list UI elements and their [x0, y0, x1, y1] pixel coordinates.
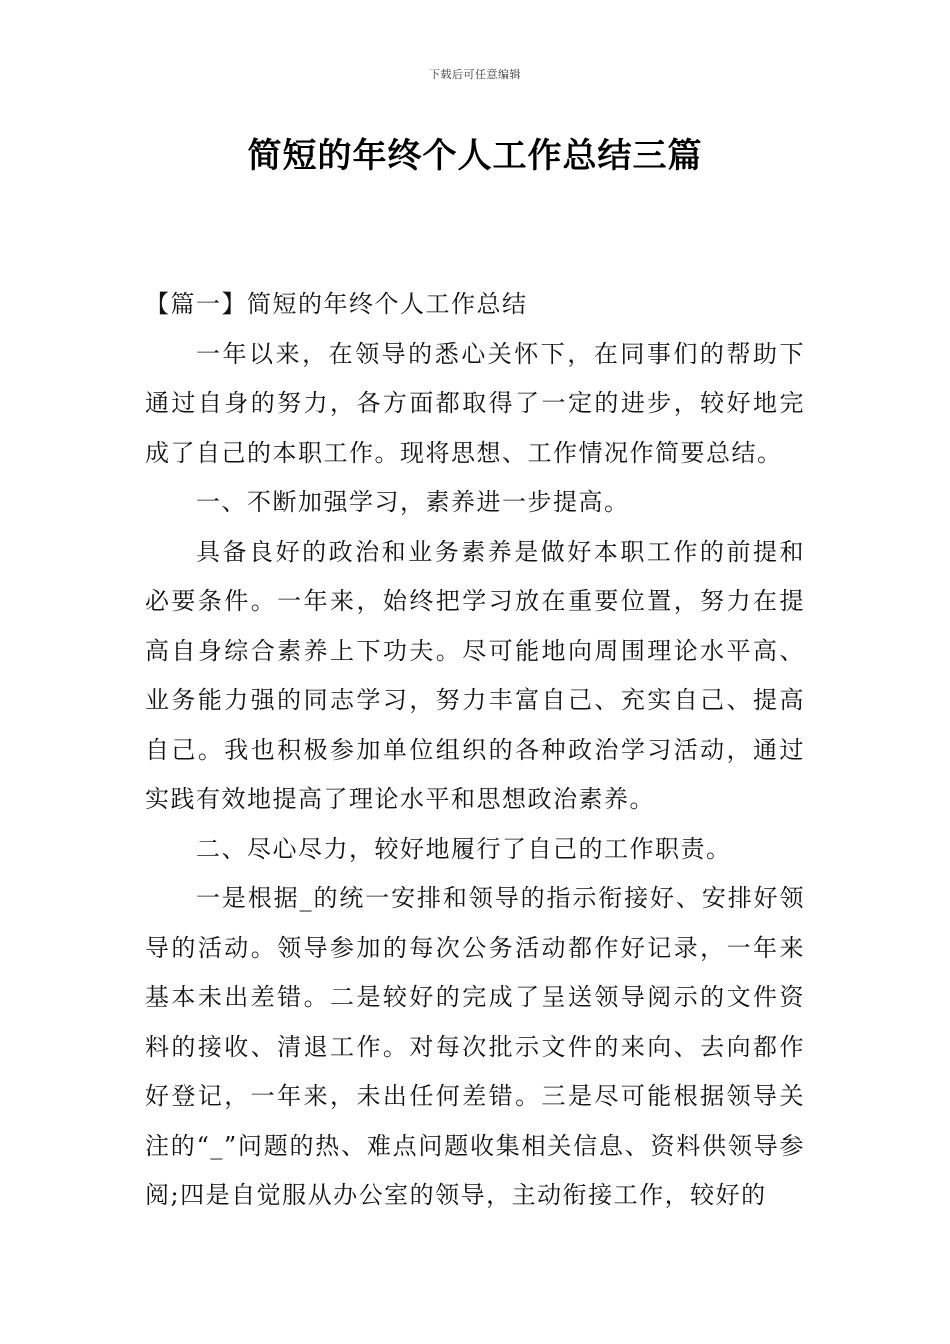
header-note: 下载后可任意编辑 [429, 68, 521, 81]
paragraph-study: 具备良好的政治和业务素养是做好本职工作的前提和必要条件。一年来，始终把学习放在重要位置，努力在提高自身综合素养上下功夫。尽可能地向周围理论水平高、业务能力强的同志学习，努力丰富自己、充实自己、提高自己。我也积极参加单位组织的各种政治学习活动，通过实践有效地提高了理论水平和思想政治素养。 [145, 537, 805, 813]
section-heading: 【篇一】简短的年终个人工作总结 [145, 290, 528, 318]
subheading-study: 一、不断加强学习，素养进一步提高。 [196, 488, 630, 516]
subheading-duties: 二、尽心尽力，较好地履行了自己的工作职责。 [196, 834, 732, 863]
document-title: 简短的年终个人工作总结三篇 [247, 136, 703, 176]
paragraph-duties: 一是根据_的统一安排和领导的指示衔接好、安排好领导的活动。领导参加的每次公务活动都作好记录，一年来基本未出差错。二是较好的完成了呈送领导阅示的文件资料的接收、清退工作。对每次批示文件的来向、去向都作好登记，一年来，未出任何差错。三是尽可能根据领导关注的“_”问题的热、难点问题收集相关信息、资料供领导参阅;四是自觉服从办公室的领导，主动衔接工作，较好的 [145, 884, 805, 1209]
document-body [145, 280, 805, 1221]
paragraph-intro: 一年以来，在领导的悉心关怀下，在同事们的帮助下通过自身的努力，各方面都取得了一定的进步，较好地完成了自己的本职工作。现将思想、工作情况作简要总结。 [145, 339, 805, 467]
